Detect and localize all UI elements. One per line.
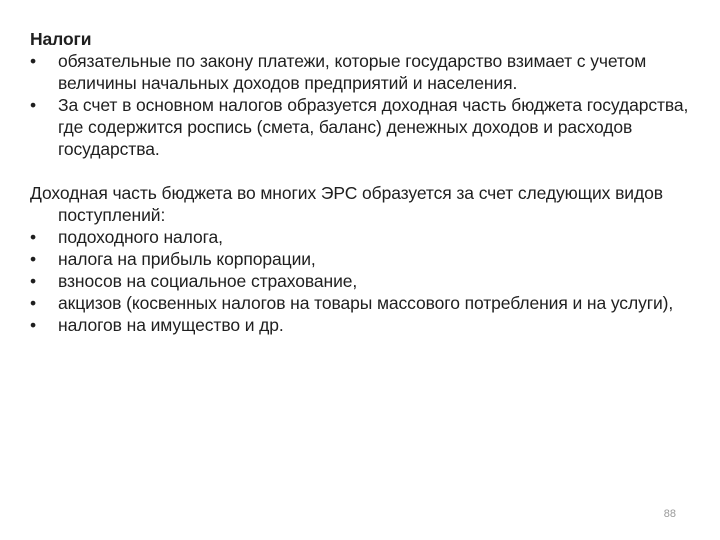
list-item: • За счет в основном налогов образуется доходная часть бюджета государства, где содержится роспись (смета, баланс) денежных доходов и расходов государства. [30, 94, 690, 160]
list-item: • налога на прибыль корпорации, [30, 248, 690, 270]
taxes-bullet-list [30, 50, 690, 160]
page-number: 88 [663, 508, 676, 520]
list-item: • налогов на имущество и др. [30, 314, 690, 336]
slide-content [30, 28, 690, 336]
list-item: • акцизов (косвенных налогов на товары массового потребления и на услуги), [30, 292, 690, 314]
revenue-intro-paragraph: Доходная часть бюджета во многих ЭРС образуется за счет следующих видов поступлений: [30, 183, 663, 225]
list-item: • обязательные по закону платежи, которые государство взимает с учетом величины начальных доходов предприятий и населения. [30, 50, 690, 94]
section-title: Налоги [30, 29, 92, 49]
list-item: • подоходного налога, [30, 226, 690, 248]
list-item: • взносов на социальное страхование, [30, 270, 690, 292]
revenue-sources-list [30, 226, 690, 336]
spacer [30, 160, 690, 182]
